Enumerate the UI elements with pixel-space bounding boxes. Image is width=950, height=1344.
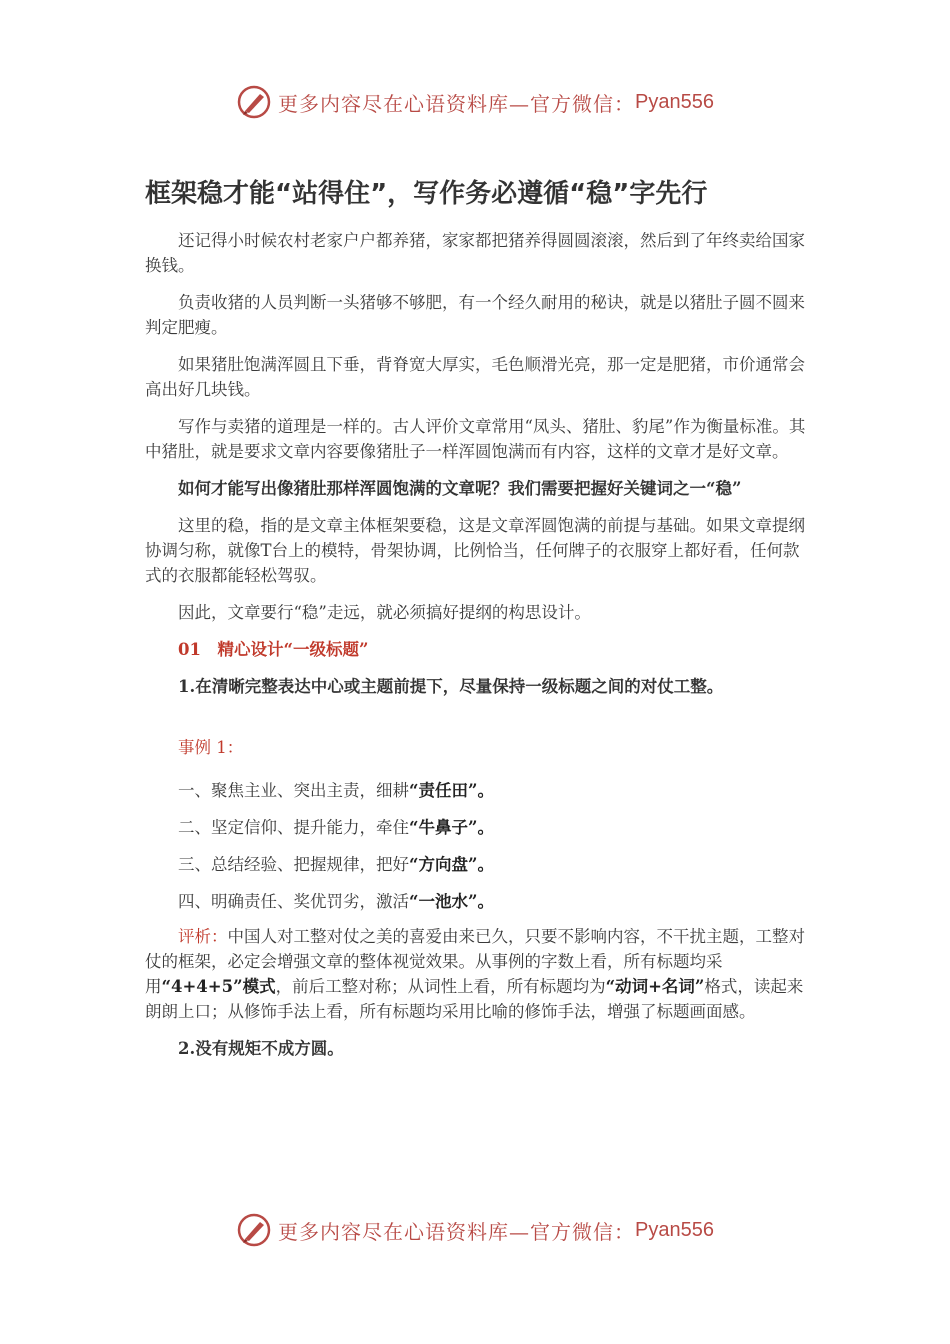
- paragraph-2: 负责收猪的人员判断一头猪够不够肥，有一个经久耐用的秘诀，就是以猪肚子圆不圆来判定肥瘦。: [145, 293, 805, 337]
- header-banner: [0, 82, 950, 122]
- article-title: 框架稳才能“站得住”，写作务必遵循“稳”字先行: [145, 179, 708, 209]
- pen-logo-icon: [236, 1212, 272, 1248]
- paragraph-5: 这里的稳，指的是文章主体框架要稳，这是文章浑圆饱满的前提与基础。如果文章提纲协调匀称，就像T台上的模特，骨架协调，比例恰当，任何牌子的衣服穿上都好看，任何款式的衣服都能轻松驾驭。: [145, 516, 805, 585]
- example-item: 一、聚焦主业、突出主责，细耕“责任田”。: [178, 781, 494, 800]
- paragraph-3: 如果猪肚饱满浑圆且下垂，背脊宽大厚实，毛色顺滑光亮，那一定是肥猪，市价通常会高出好几块钱。: [145, 355, 805, 399]
- article: [145, 172, 815, 1061]
- banner-contact: Pyan556: [635, 90, 714, 113]
- example-item: 四、明确责任、奖优罚劣，激活“一池水”。: [178, 892, 494, 911]
- paragraph-4: 写作与卖猪的道理是一样的。古人评价文章常用“凤头、猪肚、豹尾”作为衡量标准。其中猪肚，就是要求文章内容要像猪肚子一样浑圆饱满而有内容，这样的文章才是好文章。: [145, 417, 806, 461]
- footer-banner: [0, 1210, 950, 1250]
- section-heading-01: 01 精心设计“一级标题”: [178, 640, 369, 659]
- point-2: 2.没有规矩不成方圆。: [178, 1039, 344, 1058]
- pen-logo-icon: [236, 84, 272, 120]
- example-item: 二、坚定信仰、提升能力，牵住“牛鼻子”。: [178, 818, 494, 837]
- point-1: 1.在清晰完整表达中心或主题前提下，尽量保持一级标题之间的对仗工整。: [178, 677, 724, 696]
- paragraph-1: 还记得小时候农村老家户户都养猪，家家都把猪养得圆圆滚滚，然后到了年终卖给国家换钱。: [145, 231, 805, 275]
- banner-contact: Pyan556: [635, 1218, 714, 1241]
- example-item: 三、总结经验、把握规律，把好“方向盘”。: [178, 855, 494, 874]
- banner-text: 更多内容尽在心语资料库—官方微信：: [278, 91, 636, 116]
- example-label: 事例 1：: [178, 738, 244, 757]
- paragraph-6: 因此，文章要行“稳”走远，就必须搞好提纲的构思设计。: [178, 603, 591, 622]
- banner-text: 更多内容尽在心语资料库—官方微信：: [278, 1219, 636, 1244]
- question-paragraph: 如何才能写出像猪肚那样浑圆饱满的文章呢？我们需要把握好关键词之一“稳”: [178, 479, 742, 498]
- analysis-label: 评析：: [178, 927, 228, 946]
- analysis-paragraph: 评析：中国人对工整对仗之美的喜爱由来已久，只要不影响内容，不干扰主题，工整对仗的框架，必定会增强文章的整体视觉效果。从事例的字数上看，所有标题均采用“4+4+5”模式，前后工整对称；从词性上看，所有标题均为“动词+名词”格式，读起来朗朗上口；从修饰手法上看，所有标题均采用比喻的修饰手法，增强了标题画面感。: [145, 927, 805, 1021]
